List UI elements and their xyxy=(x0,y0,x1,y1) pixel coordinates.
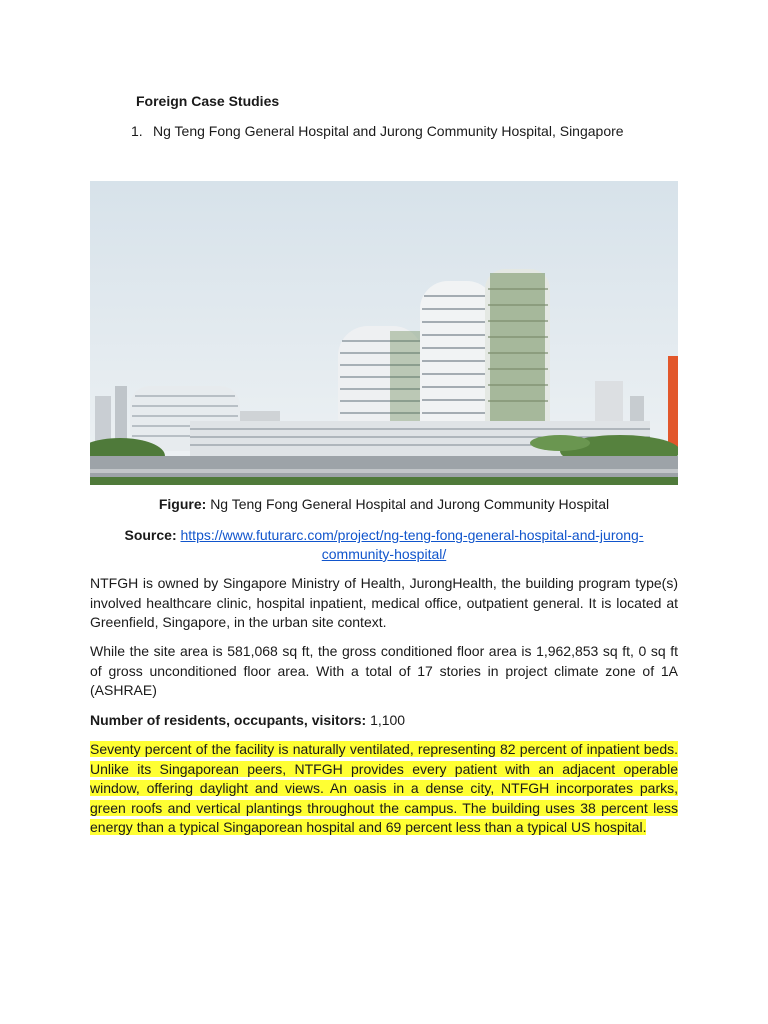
hospital-photo xyxy=(90,181,678,485)
occupants-label: Number of residents, occupants, visitors: xyxy=(90,712,367,728)
figure-label: Figure: xyxy=(158,496,207,512)
list-item-text: Ng Teng Fong General Hospital and Jurong Community Hospital, Singapore xyxy=(153,123,624,139)
paragraph-site-area: While the site area is 581,068 sq ft, the gross conditioned floor area is 1,962,853 sq ft, 0 sq ft of gross unconditioned floor area. With a total of 17 stories in project climate zone of 1A (ASHRAE) xyxy=(90,643,678,698)
list-item xyxy=(131,123,624,139)
list-number: 1. xyxy=(131,123,143,139)
section-heading: Foreign Case Studies xyxy=(136,93,280,109)
hospital-photo-icon xyxy=(90,181,678,485)
highlighted-text: Seventy percent of the facility is naturally ventilated, representing 82 percent of inpatient beds. Unlike its Singaporean peers, NTFGH provides every patient with an adjacent operable window, offering daylight and views. An oasis in a dense city, NTFGH incorporates parks, green roofs and vertical plantings throughout the campus. The building uses 38 percent less energy than a typical Singaporean hospital and 69 percent less than a typical US hospital. xyxy=(90,741,678,835)
source-label: Source: xyxy=(124,527,177,543)
figure-text: Ng Teng Fong General Hospital and Jurong Community Hospital xyxy=(210,496,610,512)
source-link-line2: community-hospital/ xyxy=(321,546,447,562)
occupants-value: 1,100 xyxy=(370,712,406,728)
source-line xyxy=(90,526,678,564)
source-link[interactable] xyxy=(181,527,644,562)
figure-caption xyxy=(90,496,678,512)
paragraph-occupants xyxy=(90,711,678,731)
paragraph-ventilation xyxy=(90,740,678,838)
paragraph-ownership: NTFGH is owned by Singapore Ministry of Health, JurongHealth, the building program type(s) involved healthcare clinic, hospital inpatient, medical office, outpatient general. It is located at Greenfield, Singapore, in the urban site context. xyxy=(90,575,678,630)
source-link-line1: https://www.futurarc.com/project/ng-teng-fong-general-hospital-and-jurong- xyxy=(180,527,644,543)
